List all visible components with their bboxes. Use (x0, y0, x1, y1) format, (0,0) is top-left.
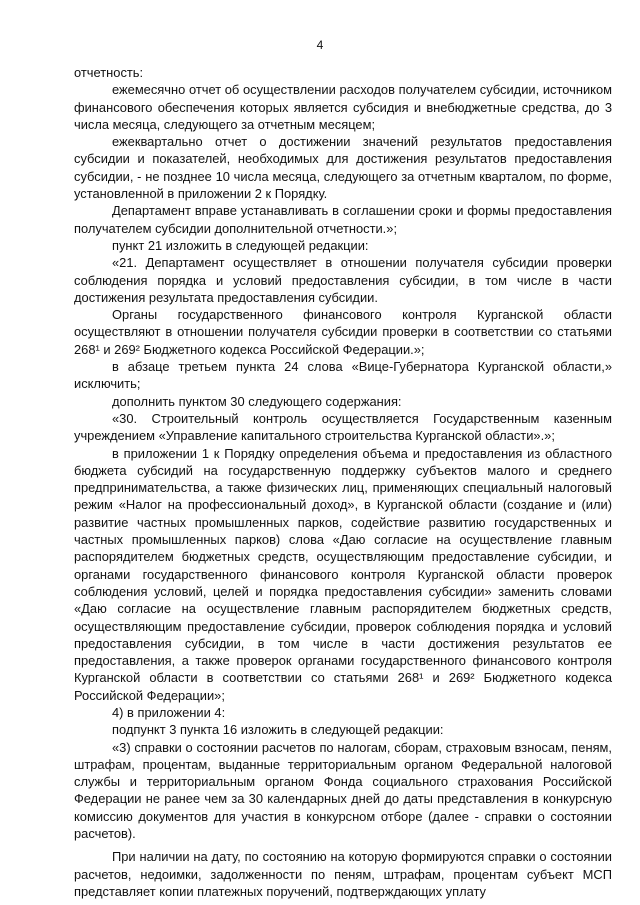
paragraph: Органы государственного финансового контроля Курганской области осуществляют в отношении получателя субсидии проверки в соответствии со статьями 268¹ и 269² Бюджетного кодекса Российской Федерации.»; (74, 307, 612, 357)
paragraph: Департамент вправе устанавливать в соглашении сроки и формы предоставления получателем субсидии дополнительной отчетности.»; (74, 203, 612, 236)
paragraph: подпункт 3 пункта 16 изложить в следующей редакции: (112, 722, 444, 738)
paragraph: «21. Департамент осуществляет в отношении получателя субсидии проверки соблюдения порядка и условий предоставления субсидии, в том числе в части достижения результата предоставления субсидии. (74, 255, 612, 305)
paragraph: дополнить пунктом 30 следующего содержания: (112, 393, 402, 409)
paragraph: в абзаце третьем пункта 24 слова «Вице-Губернатора Курганской области,» исключить; (74, 359, 612, 392)
paragraph: 4) в приложении 4: (112, 704, 226, 720)
paragraph: «30. Строительный контроль осуществляется Государственным казенным учреждением «Управление капитального строительства Курганской области».»; (74, 410, 612, 444)
document-body (74, 64, 612, 900)
paragraph: ежемесячно отчет об осуществлении расходов получателем субсидии, источником финансового обеспечения которых является субсидия и внебюджетные средства, до 3 числа месяца, следующего за отчетным месяцем; (74, 82, 612, 132)
paragraph: отчетность: (74, 65, 144, 80)
paragraph: При наличии на дату, по состоянию на которую формируются справки о состоянии расчетов, недоимки, задолженности по пеням, штрафам, процентам субъект МСП представляет копии платежных поручений, подтверждающих уплату (74, 849, 612, 899)
paragraph: «3) справки о состоянии расчетов по налогам, сборам, страховым взносам, пеням, штрафам, процентам, выданные территориальным органом Федеральной налоговой службы и территориальным органом Фонда социального страхования Российской Федерации не ранее чем за 30 календарных дней до даты представления в конкурсную комиссию документов для участия в конкурсном отборе (далее - справки о состоянии расчетов). (74, 739, 612, 842)
paragraph: пункт 21 изложить в следующей редакции: (112, 237, 369, 253)
paragraph: ежеквартально отчет о достижении значений результатов предоставления субсидии и показателей, необходимых для достижения результатов предоставления субсидии, - не позднее 10 числа месяца, следующего за отчетным кварталом, по форме, установленной в приложении 2 к Порядку. (74, 134, 612, 202)
paragraph: в приложении 1 к Порядку определения объема и предоставления из областного бюджета субсидий на государственную поддержку субъектов малого и среднего предпринимательства, а также физических лиц, применяющих специальный налоговый режим «Налог на профессиональный доход», в Курганской области (создание и (или) развитие частных промышленных парков, содействие развитию государственных и частных промышленных парков) слова «Даю согласие на осуществление главным распорядителем бюджетных средств, осуществляющим предоставление субсидии, и органами государственного финансового контроля Курганской области проверок соблюдения условий, целей и порядка предоставления субсидии» заменить словами «Даю согласие на осуществление главным распорядителем бюджетных средств, осуществляющим предоставление субсидии, проверок соблюдения порядка и условий предоставления субсидии, в том числе в части достижения результатов ее предоставления, а также проверок органами государственного финансового контроля Курганской области в соответствии со статьями 268¹ и 269² Бюджетного кодекса Российской Федерации»; (74, 445, 612, 703)
page-number: 4 (316, 38, 324, 52)
